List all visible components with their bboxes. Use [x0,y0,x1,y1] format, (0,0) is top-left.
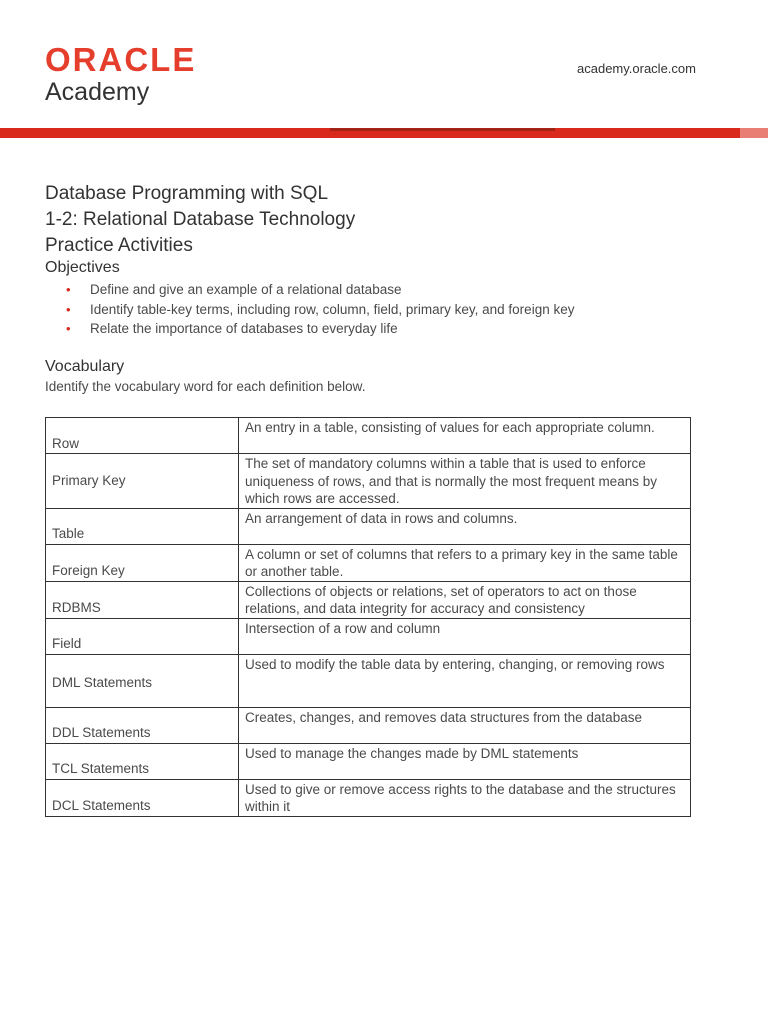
vocabulary-heading: Vocabulary [45,358,125,375]
bullet-icon: • [66,301,71,317]
objectives-list [66,280,574,339]
oracle-academy-logo [45,42,196,106]
vocab-definition: The set of mandatory columns within a table that is used to enforce uniqueness of rows, and that is normally the most frequent means by which rows are accessed. [239,454,691,509]
course-title: Database Programming with SQL [45,183,329,204]
table-row [46,654,691,707]
table-row [46,618,691,654]
objectives-heading: Objectives [45,259,120,276]
header-red-band [0,128,768,138]
table-row [46,707,691,743]
table-row [46,779,691,816]
bullet-icon: • [66,321,71,336]
lesson-title: 1-2: Relational Database Technology [45,209,356,230]
table-row [46,544,691,581]
vocab-definition: Collections of objects or relations, set of operators to act on those relations, and data integrity for accuracy and consistency [239,581,691,618]
table-row [46,743,691,779]
vocab-word: DML Statements [46,654,239,707]
table-row [46,454,691,509]
vocabulary-table [45,417,691,817]
vocab-word: Table [46,508,239,544]
document-title [45,181,355,259]
vocab-word: Row [46,418,239,454]
table-row [46,508,691,544]
site-url: academy.oracle.com [577,61,696,76]
vocabulary-intro: Identify the vocabulary word for each definition below. [45,379,366,394]
vocab-definition: Intersection of a row and column [239,618,691,654]
section-title: Practice Activities [45,235,193,256]
vocab-definition: An entry in a table, consisting of values for each appropriate column. [239,418,691,454]
vocab-word: Primary Key [46,454,239,509]
bullet-icon: • [66,282,71,297]
vocab-word: DDL Statements [46,707,239,743]
band-shade [330,128,555,131]
logo-wordmark: ORACLE [45,41,197,78]
vocab-definition: Used to modify the table data by entering, changing, or removing rows [239,654,691,707]
objective-item: • Relate the importance of databases to everyday life [66,319,574,339]
vocab-word: Field [46,618,239,654]
vocab-definition: Used to manage the changes made by DML statements [239,743,691,779]
vocab-definition: Used to give or remove access rights to the database and the structures within it [239,779,691,816]
table-row [46,418,691,454]
band-highlight [740,128,768,138]
vocab-word: Foreign Key [46,544,239,581]
table-row [46,581,691,618]
vocab-definition: A column or set of columns that refers to a primary key in the same table or another table. [239,544,691,581]
vocab-word: TCL Statements [46,743,239,779]
objective-item: • Define and give an example of a relational database [66,280,574,300]
objective-item: • Identify table-key terms, including row, column, field, primary key, and foreign key [66,300,574,320]
vocab-definition: Creates, changes, and removes data structures from the database [239,707,691,743]
vocab-word: DCL Statements [46,779,239,816]
vocab-word: RDBMS [46,581,239,618]
vocab-definition: An arrangement of data in rows and columns. [239,508,691,544]
logo-subtitle: Academy [45,78,150,106]
